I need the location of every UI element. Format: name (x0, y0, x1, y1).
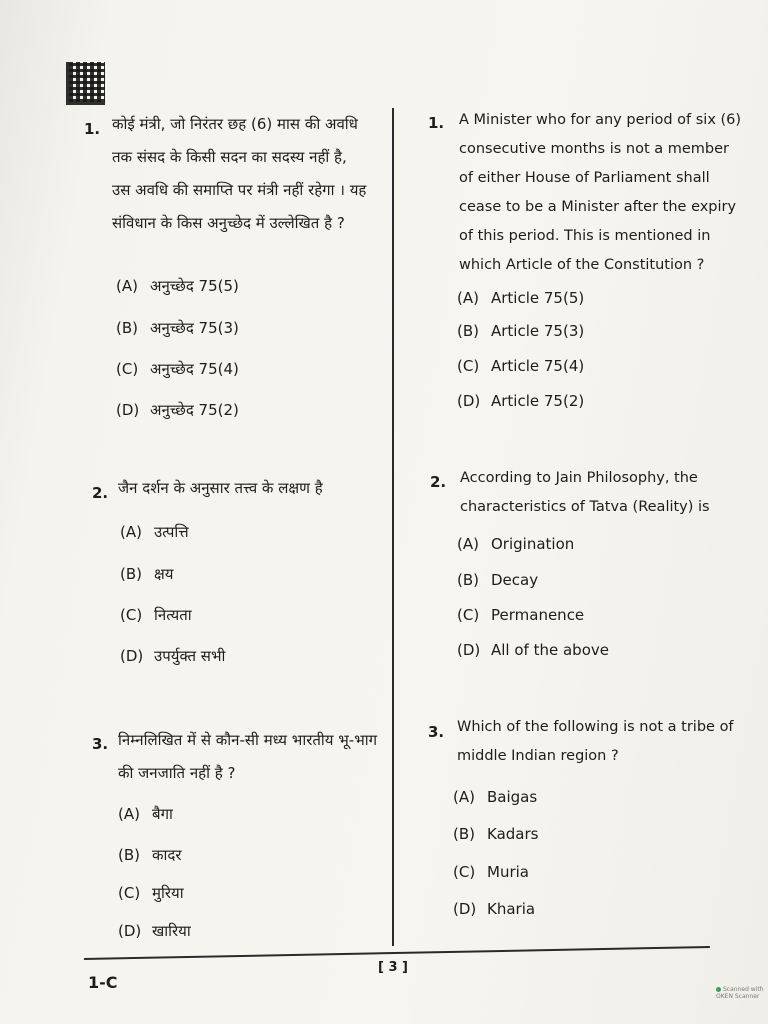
option-label: (D) (453, 900, 477, 918)
stem-line: की जनजाति नहीं है ? (118, 764, 236, 782)
option-text: All of the above (491, 641, 609, 659)
stem-line: of this period. This is mentioned in (459, 228, 711, 244)
question-number: 1. (84, 120, 101, 138)
option-text: नित्यता (154, 606, 192, 624)
option-label: (B) (457, 322, 479, 340)
option-label: (A) (457, 535, 479, 553)
question-number: 1. (428, 114, 445, 132)
option-text: क्षय (154, 565, 174, 583)
option-text: Article 75(3) (491, 322, 585, 340)
stem-line: middle Indian region ? (457, 748, 619, 764)
option-label: (D) (116, 401, 140, 419)
option-text: Origination (491, 535, 575, 553)
option-text: कादर (152, 846, 182, 864)
option-label: (A) (457, 289, 479, 307)
question-stem (118, 724, 377, 790)
option-d (120, 646, 225, 666)
stem-line: निम्नलिखित में से कौन-सी मध्य भारतीय भू-भाग (118, 731, 378, 749)
stem-line: उस अवधि की समाप्ति पर मंत्री नहीं रहेगा । यह (112, 181, 367, 199)
stem-line: A Minister who for any period of six (6) (459, 112, 742, 128)
option-text: Article 75(5) (491, 289, 585, 307)
option-text: अनुच्छेद 75(2) (150, 401, 239, 419)
option-label: (D) (457, 392, 481, 410)
option-text: उत्पत्ति (154, 523, 189, 541)
option-d (457, 392, 584, 410)
option-a (457, 289, 584, 307)
option-text: उपर्युक्त सभी (154, 647, 226, 665)
option-c (120, 605, 192, 625)
option-a (453, 788, 537, 806)
question-number: 3. (428, 723, 445, 741)
option-text: Baigas (487, 788, 538, 806)
option-text: Article 75(4) (491, 357, 585, 375)
stem-line: जैन दर्शन के अनुसार तत्त्व के लक्षण है (118, 479, 323, 497)
option-text: अनुच्छेद 75(5) (150, 277, 239, 295)
option-label: (B) (120, 565, 142, 583)
option-label: (C) (118, 884, 141, 902)
question-stem (457, 713, 734, 771)
option-label: (C) (457, 357, 480, 375)
option-label: (C) (453, 863, 476, 881)
question-stem (112, 108, 366, 240)
option-d (116, 400, 239, 420)
stem-line: consecutive months is not a member (459, 141, 730, 157)
stem-line: संविधान के किस अनुच्छेद में उल्लेखित है ? (112, 214, 345, 232)
question-number: 2. (430, 473, 447, 491)
question-stem (118, 472, 323, 505)
option-c (116, 359, 239, 379)
option-text: Permanence (491, 606, 585, 624)
option-text: Article 75(2) (491, 392, 585, 410)
option-d (457, 641, 609, 659)
option-label: (B) (116, 319, 138, 337)
option-b (457, 322, 584, 340)
option-a (457, 535, 574, 553)
option-text: Kadars (487, 825, 539, 843)
option-label: (D) (120, 647, 144, 665)
option-b (116, 318, 239, 338)
stem-line: cease to be a Minister after the expiry (459, 199, 737, 215)
option-label: (C) (457, 606, 480, 624)
booklet-code: 1-C (88, 973, 118, 992)
option-label: (D) (457, 641, 481, 659)
option-text: अनुच्छेद 75(3) (150, 319, 239, 337)
question-number: 3. (92, 735, 109, 753)
option-c (453, 863, 529, 881)
option-label: (C) (116, 360, 139, 378)
option-b (453, 825, 538, 843)
option-c (118, 883, 184, 903)
option-label: (A) (116, 277, 138, 295)
option-a (120, 522, 189, 542)
page-number: [ 3 ] (378, 960, 408, 975)
option-text: Muria (487, 863, 529, 881)
option-label: (A) (118, 805, 140, 823)
option-label: (B) (457, 571, 479, 589)
stem-line: तक संसद के किसी सदन का सदस्य नहीं है, (112, 148, 347, 166)
question-number: 2. (92, 484, 109, 502)
question-stem (460, 464, 710, 522)
option-d (118, 921, 191, 941)
option-c (457, 606, 584, 624)
option-label: (A) (120, 523, 142, 541)
option-b (120, 564, 173, 584)
scanner-logo-icon (716, 987, 721, 992)
option-text: मुरिया (152, 884, 184, 902)
stem-line: of either House of Parliament shall (459, 170, 710, 186)
stem-line: which Article of the Constitution ? (459, 257, 705, 273)
scanner-watermark (716, 986, 768, 1000)
option-b (118, 845, 182, 865)
option-text: अनुच्छेद 75(4) (150, 360, 239, 378)
option-label: (C) (120, 606, 143, 624)
stem-line: Which of the following is not a tribe of (457, 719, 734, 735)
bottom-rule (84, 946, 710, 960)
option-text: बैगा (152, 805, 173, 823)
question-stem (459, 106, 741, 280)
stem-line: characteristics of Tatva (Reality) is (460, 499, 710, 515)
option-text: Kharia (487, 900, 536, 918)
stem-line: कोई मंत्री, जो निरंतर छह (6) मास की अवधि (112, 115, 358, 133)
option-a (118, 804, 173, 824)
option-text: खारिया (152, 922, 191, 940)
column-divider (392, 108, 394, 946)
scanner-text: Scanned with OKEN Scanner (716, 986, 764, 1000)
option-label: (B) (453, 825, 475, 843)
option-c (457, 357, 584, 375)
option-text: Decay (491, 571, 539, 589)
option-label: (D) (118, 922, 142, 940)
option-a (116, 276, 239, 296)
option-label: (B) (118, 846, 140, 864)
qr-code-icon (66, 62, 105, 105)
option-b (457, 571, 538, 589)
stem-line: According to Jain Philosophy, the (460, 470, 698, 486)
option-label: (A) (453, 788, 475, 806)
option-d (453, 900, 535, 918)
